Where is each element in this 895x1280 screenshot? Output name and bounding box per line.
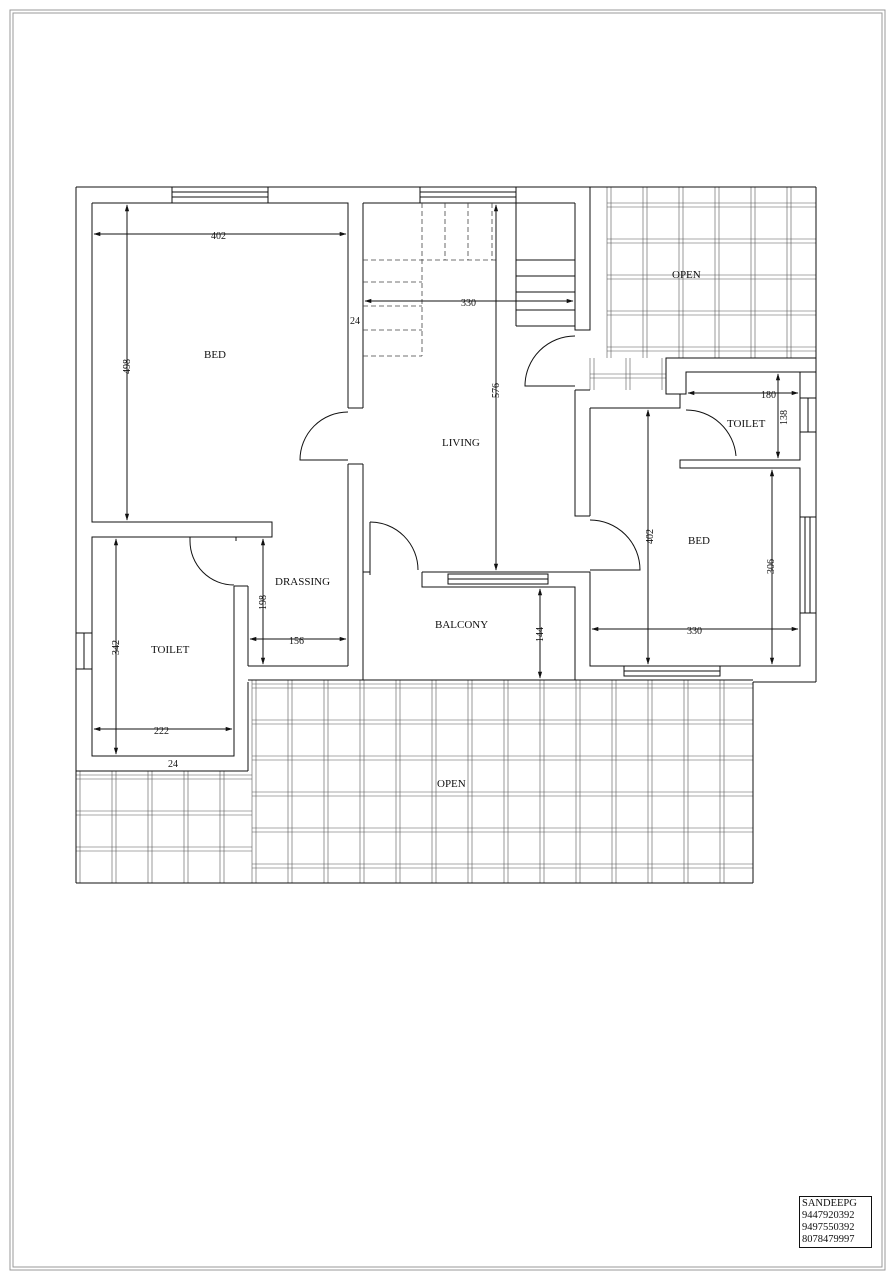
room-label-toilet-left: TOILET bbox=[151, 644, 190, 656]
doors bbox=[190, 336, 736, 585]
room-label-balcony: BALCONY bbox=[435, 619, 489, 631]
dimension-text: 24 bbox=[168, 759, 178, 770]
dimension-text: 306 bbox=[766, 559, 777, 574]
dimension-text: 576 bbox=[491, 383, 502, 398]
phone-number: 8078479997 bbox=[802, 1234, 855, 1245]
designer-name: SANDEEPG bbox=[802, 1198, 857, 1209]
dimension-text: 330 bbox=[461, 298, 476, 309]
dimension-text: 330 bbox=[687, 626, 702, 637]
room-label-bed-left: BED bbox=[204, 349, 226, 361]
room-label-dressing: DRASSING bbox=[275, 576, 331, 588]
dimension-text: 156 bbox=[289, 636, 304, 647]
dimension-text: 180 bbox=[761, 390, 776, 401]
dimension-text: 342 bbox=[111, 640, 122, 655]
dimension-text: 498 bbox=[122, 359, 133, 374]
dimension-text: 198 bbox=[258, 595, 269, 610]
dimension-text: 402 bbox=[211, 231, 226, 242]
title-block bbox=[799, 1196, 872, 1248]
dimension-text: 144 bbox=[535, 627, 546, 642]
staircase bbox=[363, 203, 575, 356]
room-label-open-top: OPEN bbox=[672, 269, 701, 281]
dimension-text: 138 bbox=[779, 410, 790, 425]
room-label-bed-right: BED bbox=[688, 535, 710, 547]
dimension-text: 222 bbox=[154, 726, 169, 737]
dimension-lines bbox=[94, 205, 798, 754]
sheet-border-inner bbox=[13, 13, 882, 1267]
phone-number: 9447920392 bbox=[802, 1210, 855, 1221]
room-label-open-bottom: OPEN bbox=[437, 778, 466, 790]
dimension-text: 24 bbox=[350, 316, 360, 327]
phone-number: 9497550392 bbox=[802, 1222, 855, 1233]
room-label-living: LIVING bbox=[442, 437, 480, 449]
tile-grid-top bbox=[590, 187, 816, 390]
dimension-text: 402 bbox=[645, 529, 656, 544]
sheet-border-outer bbox=[10, 10, 885, 1270]
tile-grid-bottom bbox=[76, 680, 753, 883]
room-label-toilet-right: TOILET bbox=[727, 418, 766, 430]
